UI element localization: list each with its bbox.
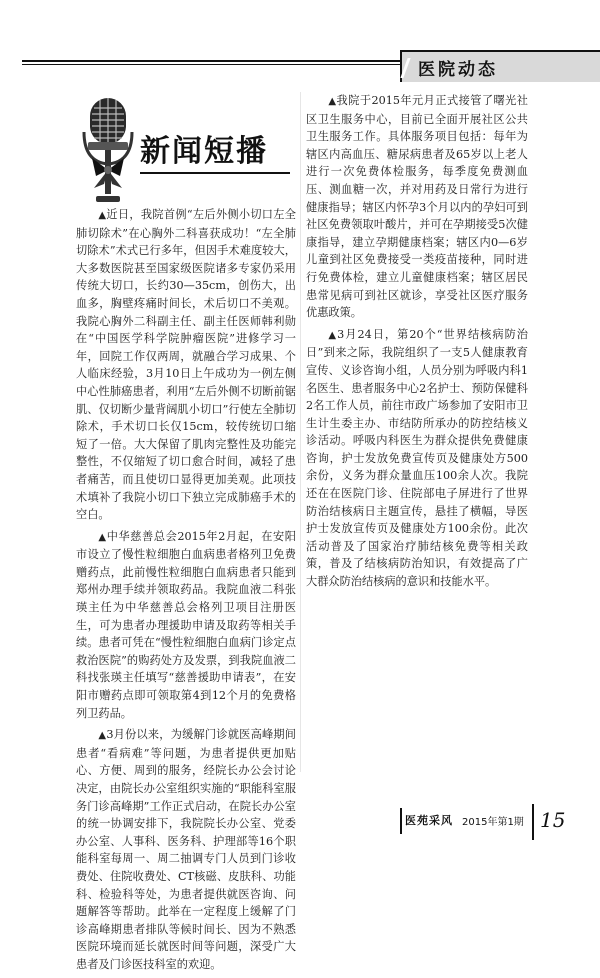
article-5 (306, 326, 528, 591)
heading-underline (140, 172, 290, 174)
news-heading: 新闻短播 (140, 134, 268, 169)
section-title: 医院动态 (418, 60, 498, 80)
footer-left-bar (400, 808, 402, 834)
article-text: 3月24日，第20个“世界结核病防治日”到来之际，我院组织了一支5人健康教育宣传、义诊咨询小组，人员分别为呼吸内科1名医生、患者服务中心2名护士、预防保健科2名工作人员，前往市政广场参加了安阳市卫生计生委主办、市结防所承办的防控结核义诊活动。呼吸内科医生为群众提供免费健康咨询，护士发放免费宣传页及健康处方500余份，义务为群众量血压100余人次。我院还在在医院门诊、住院部电子屏进行了世界防治结核病日主题宣传，悬挂了横幅，导医护士发放宣传页及健康处方100余份。此次活动普及了国家治疗肺结核免费等相关政策，普及了结核病防治知识，有效提高了广大群众防治结核病的意识和技能水平。 (306, 327, 528, 589)
issue-label: 2015年第1期 (462, 817, 524, 828)
microphone-icon (78, 92, 138, 210)
article-text: 3月份以来，为缓解门诊就医高峰期间患者“看病难”等问题，为患者提供更加贴心、方便、周到的服务，经院长办公会讨论决定，由院长办公室组织实施的“职能科室服务门诊高峰期”工作正式启动，在院长办公室的统一协调安排下，我院院长办公室、党委办公室、人事科、医务科、护理部等16个职能科室每周一、周二抽调专门人员到门诊收费处、住院收费处、CT核磁、皮肤科、功能科、检验科等处，为患者提供就医咨询、问题解答等帮助。此举在一定程度上缓解了门诊高峰期患者排队等候时间长、因为不熟悉医院环境而延长就医时间等问题，深受广大患者及门诊医技科室的欢迎。 (76, 728, 296, 971)
column-divider (300, 92, 301, 772)
triangle-marker-icon: ▲ (328, 329, 338, 341)
section-tab (400, 50, 600, 82)
article-1 (76, 206, 296, 524)
footer-divider (532, 804, 534, 840)
left-column (76, 206, 296, 978)
article-text: 我院于2015年元月正式接管了曙光社区卫生服务中心，目前已全面开展社区公共卫生服务工作。具体服务项目包括：每年为辖区内高血压、糖尿病患者及65岁以上老人进行一次免费体检服务，每季度免费测血压、测血糖一次，并对用药及日常行为进行健康指导；辖区内怀孕3个月以内的孕妇可到社区免费领取叶酸片，并可在孕期接受5次健康指导，建立孕期健康档案；辖区内0—6岁儿童到社区免费接受一类疫苗接种，同时进行免费体检，建立儿童健康档案；辖区居民患常见病可到社区就诊，享受社区医疗服务优惠政策。 (306, 94, 528, 320)
header-rule (22, 60, 400, 62)
page-number: 15 (540, 808, 566, 832)
article-2 (76, 528, 296, 723)
article-text: 中华慈善总会2015年2月起，在安阳市设立了慢性粒细胞白血病患者格列卫免费赠药点，此前慢性粒细胞白血病患者只能到郑州办理手续并领取药品。我院血液二科张瑛主任为中华慈善总会格列卫项目注册医生，可为患者办理援助申请及取药等相关手续。患者可凭在“慢性粒细胞白血病门诊定点救治医院”的购药处方及发票，到我院血液二科找张瑛主任填写“慈善援助申请表”，在安阳市赠药点即可领取第4到12个月的免费格列卫药品。 (76, 529, 296, 720)
article-text: 近日，我院首例“左后外侧小切口左全肺切除术”在心胸外二科喜获成功！“左全肺切除术”术式已行多年，但因手术难度较大，大多数医院甚至国家级医院诸多专家仍采用传统大切口，长约30—35cm，创伤大，出血多，胸壁疼痛时间长，术后切口不美观。我院心胸外二科副主任、副主任医师韩利勋在“中国医学科学院肿瘤医院”进修学习一年，回院工作仅两周，就融合学习成果、个人临床经验，3月10日上午成功为一例左侧中心性肺癌患者，利用“左后外侧不切断前锯肌、仅切断少量背阔肌小切口”行使左全肺切除术，手术切口长仅15cm，较传统切口缩短了一倍。大大保留了肌肉完整性及功能完整性，不仅缩短了切口愈合时间，减轻了患者痛苦，而且使切口显得更加美观。此项技术填补了我院小切口下独立完成肺癌手术的空白。 (76, 208, 296, 522)
tab-slash-decoration (400, 58, 410, 78)
article-3 (76, 726, 296, 973)
microphone-head (88, 98, 128, 150)
triangle-marker-icon: ▲ (98, 730, 107, 742)
triangle-marker-icon: ▲ (98, 210, 107, 221)
triangle-marker-icon: ▲ (98, 531, 107, 543)
header-rule-thin (22, 64, 400, 65)
article-4 (306, 92, 528, 322)
right-column (306, 92, 528, 595)
triangle-marker-icon: ▲ (328, 96, 337, 107)
magazine-brand: 医苑采风 (405, 814, 453, 827)
